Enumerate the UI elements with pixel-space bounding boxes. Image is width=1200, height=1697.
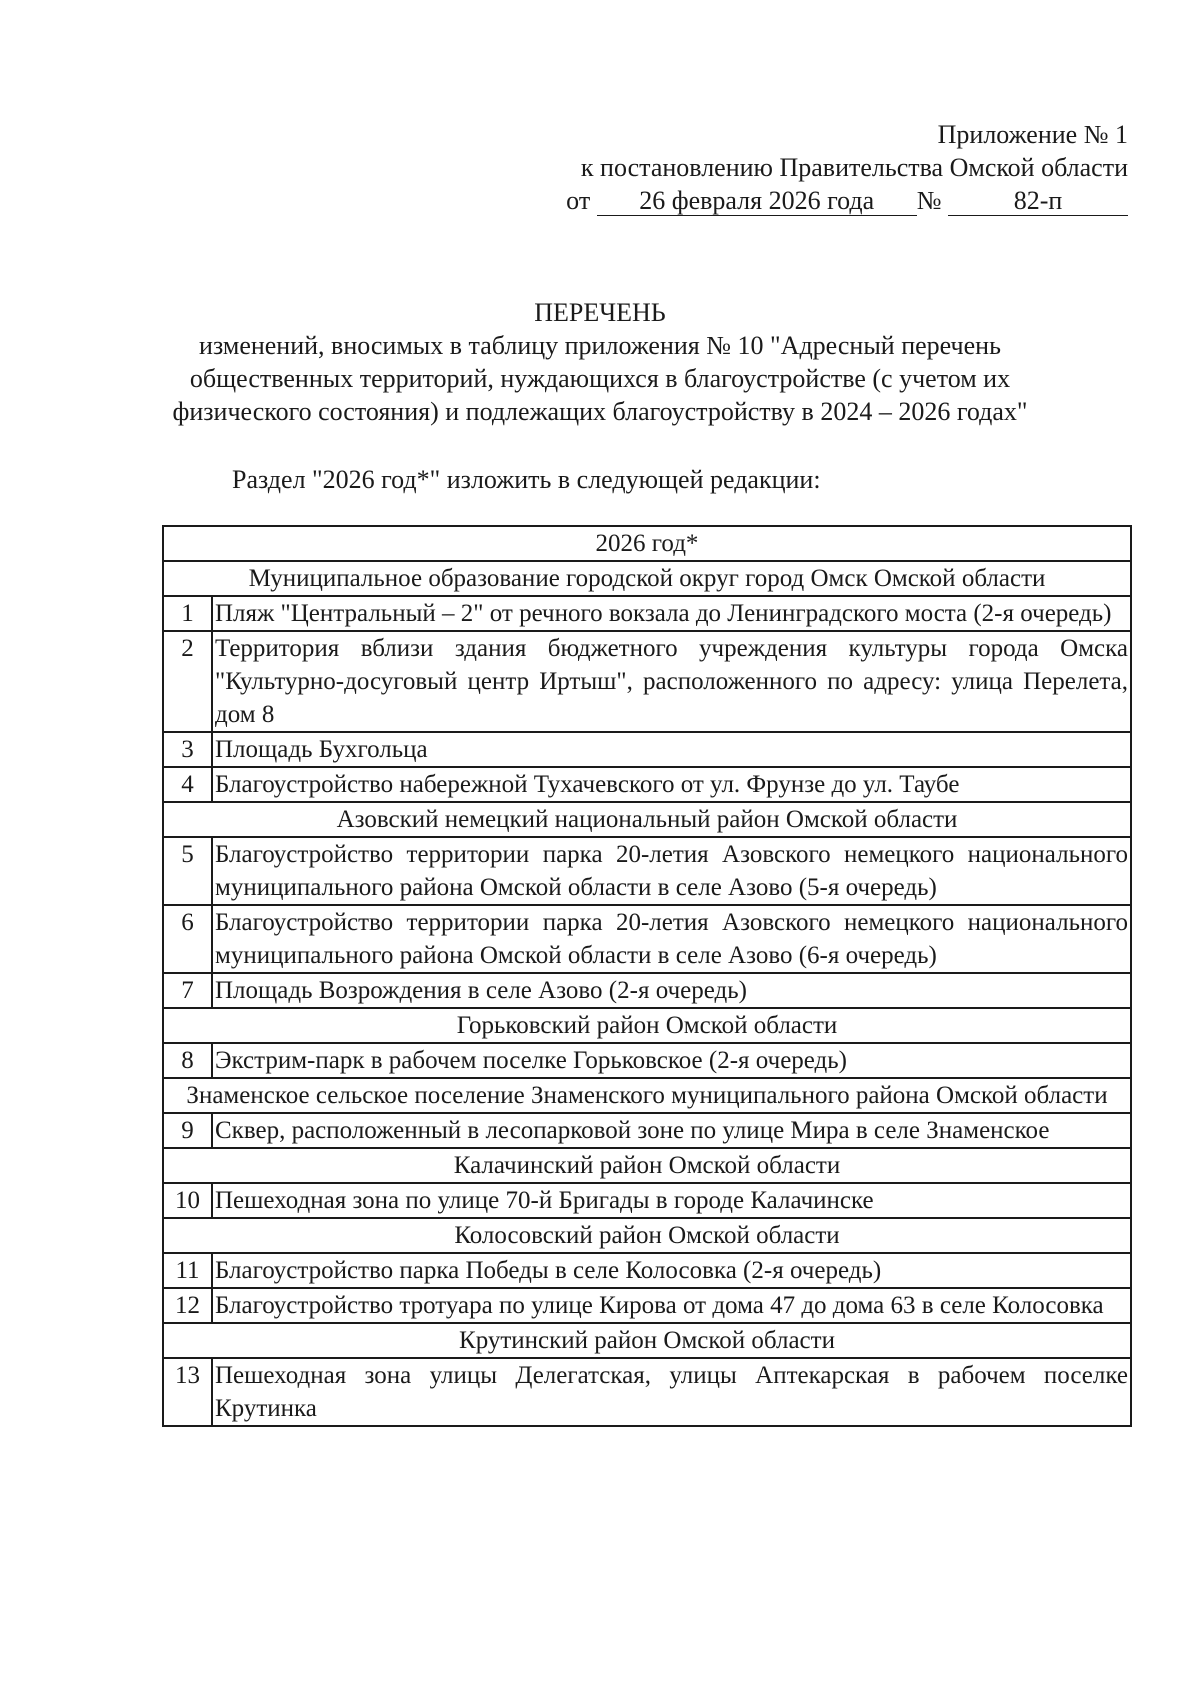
section-header: Знаменское сельское поселение Знаменского муниципального района Омской области (163, 1078, 1131, 1113)
row-number: 10 (163, 1183, 212, 1218)
row-text: Территория вблизи здания бюджетного учреждения культуры города Омска "Культурно-досуговый центр Иртыш", расположенного по адресу: улица Перелета, дом 8 (212, 631, 1131, 732)
table-row (163, 1183, 1131, 1218)
row-number: 3 (163, 732, 212, 767)
table-row (163, 837, 1131, 905)
territory-table (162, 525, 1132, 1427)
row-text: Экстрим-парк в рабочем поселке Горьковское (2-я очередь) (212, 1043, 1131, 1078)
row-text: Благоустройство территории парка 20-летия Азовского немецкого национального муниципального района Омской области в селе Азово (5-я очередь) (212, 837, 1131, 905)
document-heading (150, 296, 1050, 428)
row-text: Благоустройство территории парка 20-летия Азовского немецкого национального муниципального района Омской области в селе Азово (6-я очередь) (212, 905, 1131, 973)
section-header-row (163, 1148, 1131, 1183)
document-title: ПЕРЕЧЕНЬ (534, 298, 666, 327)
row-text: Площадь Возрождения в селе Азово (2-я очередь) (212, 973, 1131, 1008)
row-text: Пешеходная зона улицы Делегатская, улицы Аптекарская в рабочем поселке Крутинка (212, 1358, 1131, 1426)
table-row (163, 767, 1131, 802)
section-header-row (163, 802, 1131, 837)
table-row (163, 973, 1131, 1008)
appendix-reference: к постановлению Правительства Омской области (580, 153, 1128, 182)
territory-table-body (163, 526, 1131, 1426)
row-text: Благоустройство набережной Тухачевского от ул. Фрунзе до ул. Таубе (212, 767, 1131, 802)
table-row (163, 1043, 1131, 1078)
section-header: Азовский немецкий национальный район Омской области (163, 802, 1131, 837)
year-header-row (163, 526, 1131, 561)
number-label: № (916, 186, 942, 215)
appendix-date-line (566, 184, 1128, 217)
section-header: Горьковский район Омской области (163, 1008, 1131, 1043)
table-row (163, 1358, 1131, 1426)
row-number: 1 (163, 596, 212, 631)
section-header: Муниципальное образование городской округ город Омск Омской области (163, 561, 1131, 596)
row-number: 13 (163, 1358, 212, 1426)
appendix-title: Приложение № 1 (937, 120, 1128, 149)
section-header: Колосовский район Омской области (163, 1218, 1131, 1253)
row-number: 4 (163, 767, 212, 802)
section-header: Крутинский район Омской области (163, 1323, 1131, 1358)
row-text: Благоустройство парка Победы в селе Колосовка (2-я очередь) (212, 1253, 1131, 1288)
row-number: 9 (163, 1113, 212, 1148)
table-row (163, 1113, 1131, 1148)
row-number: 8 (163, 1043, 212, 1078)
row-text: Благоустройство тротуара по улице Кирова от дома 47 до дома 63 в селе Колосовка (212, 1288, 1131, 1323)
table-row (163, 631, 1131, 732)
appendix-block (566, 118, 1128, 217)
row-number: 12 (163, 1288, 212, 1323)
row-number: 7 (163, 973, 212, 1008)
table-row (163, 905, 1131, 973)
row-number: 6 (163, 905, 212, 973)
year-header: 2026 год* (163, 526, 1131, 561)
document-subtitle: изменений, вносимых в таблицу приложения № 10 "Адресный перечень общественных территорий, нуждающихся в благоустройстве (с учетом их физического состояния) и подлежащих благоустройству в 2024 – 2026 годах" (172, 331, 1028, 426)
row-number: 5 (163, 837, 212, 905)
row-text: Пешеходная зона по улице 70-й Бригады в городе Калачинске (212, 1183, 1131, 1218)
section-header-row (163, 1218, 1131, 1253)
from-label: от (566, 186, 591, 215)
section-header: Калачинский район Омской области (163, 1148, 1131, 1183)
section-header-row (163, 1078, 1131, 1113)
table-row (163, 1288, 1131, 1323)
section-header-row (163, 1008, 1131, 1043)
row-text: Площадь Бухгольца (212, 732, 1131, 767)
section-header-row (163, 561, 1131, 596)
row-number: 2 (163, 631, 212, 732)
decree-date: 26 февраля 2026 года (597, 187, 917, 216)
intro-text: Раздел "2026 год*" изложить в следующей редакции: (232, 465, 821, 494)
table-row (163, 596, 1131, 631)
section-header-row (163, 1323, 1131, 1358)
table-row (163, 1253, 1131, 1288)
table-row (163, 732, 1131, 767)
decree-number: 82-п (948, 187, 1128, 216)
row-text: Пляж "Центральный – 2" от речного вокзала до Ленинградского моста (2-я очередь) (212, 596, 1131, 631)
row-text: Сквер, расположенный в лесопарковой зоне по улице Мира в селе Знаменское (212, 1113, 1131, 1148)
row-number: 11 (163, 1253, 212, 1288)
